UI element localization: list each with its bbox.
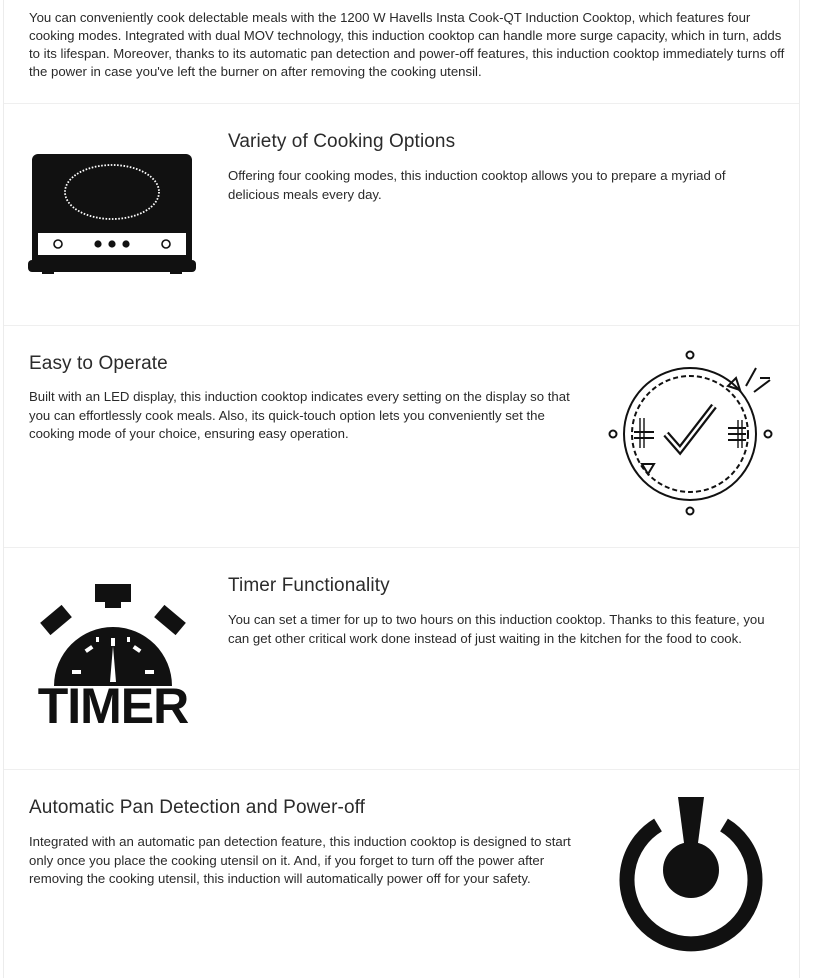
section-title: Variety of Cooking Options [228,131,456,152]
section-divider [4,103,799,104]
section-title: Easy to Operate [29,353,168,374]
section-body: Integrated with an automatic pan detection feature, this induction cooktop is designed to start only once you place the cooking utensil on it. And, if you forget to turn off the power after removing the cooking utensil, this induction will automatically power off for your safety. [29,834,571,886]
right-border [799,0,800,978]
section-title: Automatic Pan Detection and Power-off [29,797,366,818]
induction-cooktop-icon [28,152,196,277]
checkmark-badge-icon [604,348,780,518]
section-body: Offering four cooking modes, this induction cooktop allows you to prepare a myriad of delicious meals every day. [228,168,726,202]
section-body: Built with an LED display, this induction cooktop indicates every setting on the display so that you can effortlessly cook meals. Also, its quick-touch option lets you conveniently set the cooking mode of your choice, ensuring easy operation. [29,389,570,441]
section-divider [4,769,799,770]
power-icon [616,795,766,965]
section-divider [4,325,799,326]
left-border [3,0,4,978]
timer-icon-label: TIMER [37,678,189,734]
timer-icon [28,582,198,732]
stopwatch-icon [28,582,198,686]
section-title: Timer Functionality [228,575,390,596]
section-body: You can set a timer for up to two hours on this induction cooktop. Thanks to this feature, you can get other critical work done instead of just waiting in the kitchen for the food to cook. [228,612,765,646]
section-divider [4,547,799,548]
intro-paragraph: You can conveniently cook delectable meals with the 1200 W Havells Insta Cook-QT Induction Cooktop, which features four cooking modes. Integrated with dual MOV technology, this induction cooktop can handle more surge capacity, which in turn, adds to its lifespan. Moreover, thanks to its automatic pan detection and power-off features, this induction cooktop immediately turns off the power in case you've left the burner on after removing the cooking utensil. [29,10,785,79]
